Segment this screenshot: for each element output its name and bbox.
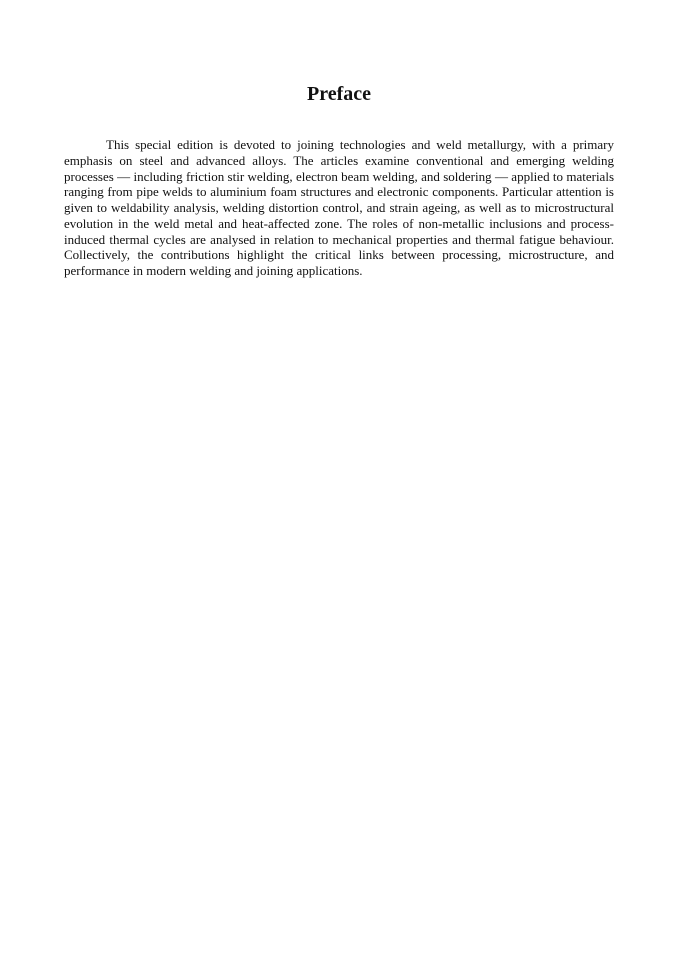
preface-paragraph: This special edition is devoted to joining technologies and weld metallurgy, with a primary emphasis on steel and advanced alloys. The articles examine conventional and emerging welding processes — including friction stir welding, electron beam welding, and soldering — applied to materials ranging from pipe welds to aluminium foam structures and electronic components. Particular attention is given to weldability analysis, welding distortion control, and strain ageing, as well as to microstructural evolution in the weld metal and heat-affected zone. The roles of non-metallic inclusions and process-induced thermal cycles are analysed in relation to mechanical properties and thermal fatigue behaviour. Collectively, the contributions highlight the critical links between processing, microstructure, and performance in modern welding and joining applications.: [64, 137, 614, 278]
page-title: Preface: [306, 83, 372, 105]
